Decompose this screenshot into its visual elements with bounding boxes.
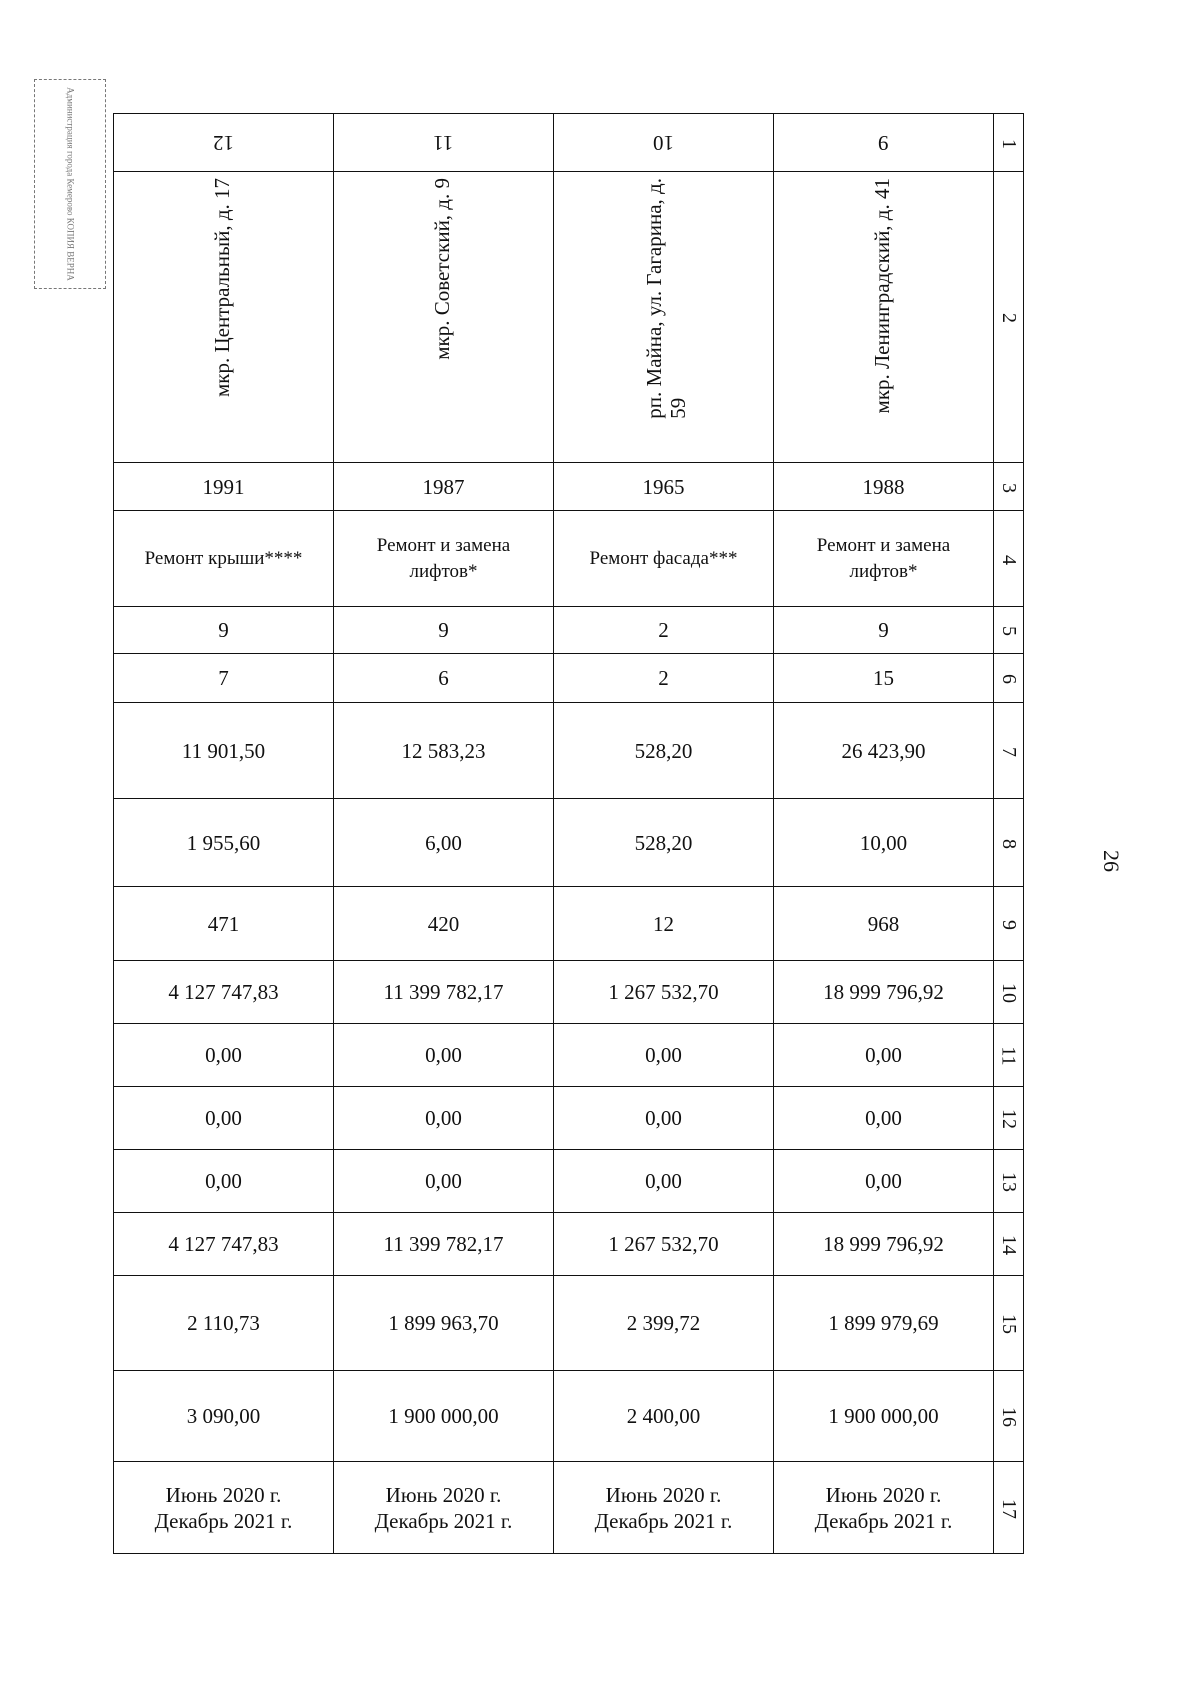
table-row bbox=[114, 463, 1024, 511]
cell-entrances: 2 bbox=[554, 654, 774, 703]
cell-area-total: 12 583,23 bbox=[334, 703, 554, 799]
table-row bbox=[114, 1371, 1024, 1462]
cell-unit-cost: 1 899 963,70 bbox=[334, 1276, 554, 1371]
cell-unit-cost: 2 399,72 bbox=[554, 1276, 774, 1371]
row-number: 12 bbox=[994, 1087, 1024, 1150]
cell-number: 12 bbox=[114, 114, 334, 172]
cell-unit-cost: 2 110,73 bbox=[114, 1276, 334, 1371]
row-number: 14 bbox=[994, 1213, 1024, 1276]
cell-floors: 9 bbox=[114, 607, 334, 654]
table-row bbox=[114, 1087, 1024, 1150]
cell-period: Июнь 2020 г. Декабрь 2021 г. bbox=[114, 1462, 334, 1554]
row-number: 16 bbox=[994, 1371, 1024, 1462]
cell-fund: 0,00 bbox=[114, 1087, 334, 1150]
cell-cost-total: 11 399 782,17 bbox=[334, 961, 554, 1024]
cell-fund-owners: 11 399 782,17 bbox=[334, 1213, 554, 1276]
cell-floors: 2 bbox=[554, 607, 774, 654]
cell-year: 1965 bbox=[554, 463, 774, 511]
cell-residents: 420 bbox=[334, 887, 554, 961]
cell-unit-cost: 1 899 979,69 bbox=[774, 1276, 994, 1371]
cell-cost-total: 1 267 532,70 bbox=[554, 961, 774, 1024]
row-number: 17 bbox=[994, 1462, 1024, 1554]
cell-fund-owners: 18 999 796,92 bbox=[774, 1213, 994, 1276]
cell-floors: 9 bbox=[334, 607, 554, 654]
cell-address: мкр. Советский, д. 9 bbox=[334, 172, 554, 463]
cell-year: 1987 bbox=[334, 463, 554, 511]
cell-period: Июнь 2020 г. Декабрь 2021 г. bbox=[774, 1462, 994, 1554]
row-number: 15 bbox=[994, 1276, 1024, 1371]
cell-work-type: Ремонт крыши**** bbox=[114, 511, 334, 607]
table-row bbox=[114, 887, 1024, 961]
cell-area-work: 6,00 bbox=[334, 799, 554, 887]
cell-area-total: 528,20 bbox=[554, 703, 774, 799]
cell-year: 1988 bbox=[774, 463, 994, 511]
cell-floors: 9 bbox=[774, 607, 994, 654]
table-row bbox=[114, 703, 1024, 799]
cell-unit-limit: 1 900 000,00 bbox=[774, 1371, 994, 1462]
cell-unit-limit: 2 400,00 bbox=[554, 1371, 774, 1462]
cell-fund: 0,00 bbox=[554, 1087, 774, 1150]
cell-fund: 0,00 bbox=[334, 1024, 554, 1087]
table-row bbox=[114, 654, 1024, 703]
cell-entrances: 15 bbox=[774, 654, 994, 703]
table-row bbox=[114, 799, 1024, 887]
row-number: 3 bbox=[994, 463, 1024, 511]
cell-fund: 0,00 bbox=[114, 1150, 334, 1213]
cell-work-type: Ремонт и замена лифтов* bbox=[334, 511, 554, 607]
row-number: 1 bbox=[994, 114, 1024, 172]
row-number: 2 bbox=[994, 172, 1024, 463]
row-number: 4 bbox=[994, 511, 1024, 607]
cell-area-work: 10,00 bbox=[774, 799, 994, 887]
row-number: 10 bbox=[994, 961, 1024, 1024]
table-row bbox=[114, 1024, 1024, 1087]
table-row bbox=[114, 1276, 1024, 1371]
cell-entrances: 6 bbox=[334, 654, 554, 703]
row-number: 11 bbox=[994, 1024, 1024, 1087]
cell-unit-limit: 3 090,00 bbox=[114, 1371, 334, 1462]
cell-work-type: Ремонт и замена лифтов* bbox=[774, 511, 994, 607]
cell-address: мкр. Центральный, д. 17 bbox=[114, 172, 334, 463]
cell-work-type: Ремонт фасада*** bbox=[554, 511, 774, 607]
cell-number: 10 bbox=[554, 114, 774, 172]
row-number: 5 bbox=[994, 607, 1024, 654]
cell-cost-total: 18 999 796,92 bbox=[774, 961, 994, 1024]
cell-residents: 471 bbox=[114, 887, 334, 961]
cell-fund: 0,00 bbox=[774, 1024, 994, 1087]
cell-period: Июнь 2020 г. Декабрь 2021 г. bbox=[554, 1462, 774, 1554]
data-table bbox=[113, 113, 1024, 1554]
table-row bbox=[114, 961, 1024, 1024]
table-row bbox=[114, 114, 1024, 172]
row-number: 7 bbox=[994, 703, 1024, 799]
page-number: 26 bbox=[1099, 850, 1124, 872]
cell-area-work: 528,20 bbox=[554, 799, 774, 887]
cell-residents: 968 bbox=[774, 887, 994, 961]
cell-number: 11 bbox=[334, 114, 554, 172]
table-row bbox=[114, 511, 1024, 607]
row-number: 6 bbox=[994, 654, 1024, 703]
row-number: 9 bbox=[994, 887, 1024, 961]
table-row bbox=[114, 1462, 1024, 1554]
table-row bbox=[114, 172, 1024, 463]
cell-area-work: 1 955,60 bbox=[114, 799, 334, 887]
cell-fund-owners: 4 127 747,83 bbox=[114, 1213, 334, 1276]
table-row bbox=[114, 607, 1024, 654]
cell-fund: 0,00 bbox=[334, 1150, 554, 1213]
cell-fund: 0,00 bbox=[774, 1150, 994, 1213]
cell-fund: 0,00 bbox=[114, 1024, 334, 1087]
row-number: 8 bbox=[994, 799, 1024, 887]
copy-stamp bbox=[34, 79, 106, 289]
cell-fund: 0,00 bbox=[334, 1087, 554, 1150]
cell-fund: 0,00 bbox=[554, 1150, 774, 1213]
cell-area-total: 26 423,90 bbox=[774, 703, 994, 799]
cell-entrances: 7 bbox=[114, 654, 334, 703]
stamp-text: Администрация города Кемерово КОПИЯ ВЕРНА bbox=[65, 87, 76, 281]
cell-fund: 0,00 bbox=[774, 1087, 994, 1150]
cell-residents: 12 bbox=[554, 887, 774, 961]
row-number: 13 bbox=[994, 1150, 1024, 1213]
table-row bbox=[114, 1150, 1024, 1213]
cell-number: 9 bbox=[774, 114, 994, 172]
cell-year: 1991 bbox=[114, 463, 334, 511]
cell-cost-total: 4 127 747,83 bbox=[114, 961, 334, 1024]
cell-period: Июнь 2020 г. Декабрь 2021 г. bbox=[334, 1462, 554, 1554]
cell-unit-limit: 1 900 000,00 bbox=[334, 1371, 554, 1462]
table-row bbox=[114, 1213, 1024, 1276]
cell-fund-owners: 1 267 532,70 bbox=[554, 1213, 774, 1276]
cell-fund: 0,00 bbox=[554, 1024, 774, 1087]
cell-area-total: 11 901,50 bbox=[114, 703, 334, 799]
cell-address: мкр. Ленинградский, д. 41 bbox=[774, 172, 994, 463]
cell-address: рп. Майна, ул. Гагарина, д. 59 bbox=[554, 172, 774, 463]
